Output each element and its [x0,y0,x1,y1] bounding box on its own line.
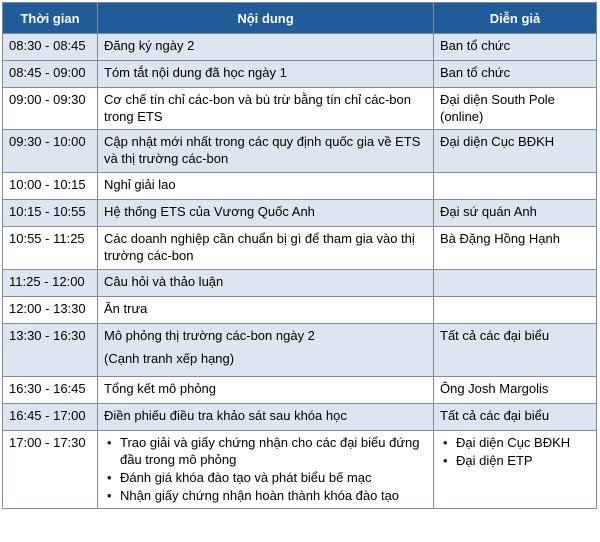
content-cell: Tóm tắt nội dung đã học ngày 1 [98,61,434,88]
time-cell: 10:55 - 11:25 [3,227,98,270]
table-row [3,404,597,431]
time-cell: 08:30 - 08:45 [3,34,98,61]
header-content: Nội dung [98,3,434,34]
table-row [3,324,597,377]
time-cell: 13:30 - 16:30 [3,324,98,377]
speaker-cell [434,270,597,297]
bullet-item: • Nhận giấy chứng nhận hoàn thành khóa đào tạo [120,487,427,504]
speaker-cell: Ông Josh Margolis [434,377,597,404]
table-row [3,34,597,61]
speaker-cell: Đại sứ quán Anh [434,200,597,227]
content-cell: Ăn trưa [98,297,434,324]
time-cell: 08:45 - 09:00 [3,61,98,88]
speaker-cell: Ban tổ chức [434,61,597,88]
time-cell: 12:00 - 13:30 [3,297,98,324]
time-cell: 10:15 - 10:55 [3,200,98,227]
content-cell: Đăng ký ngày 2 [98,34,434,61]
speaker-cell: Đại diện South Pole (online) [434,88,597,130]
header-time: Thời gian [3,3,98,34]
agenda-table [2,2,597,509]
bullet-item: • Đánh giá khóa đào tạo và phát biểu bế mạc [120,469,427,486]
content-cell: Cơ chế tín chỉ các-bon và bù trừ bằng tín chỉ các-bon trong ETS [98,88,434,130]
speaker-cell [434,173,597,200]
content-cell: Câu hỏi và thảo luận [98,270,434,297]
time-cell: 09:30 - 10:00 [3,130,98,173]
table-row [3,61,597,88]
bullet-item: • Trao giải và giấy chứng nhận cho các đại biểu đứng đầu trong mô phỏng [120,434,427,468]
speaker-cell: Tất cả các đại biểu [434,324,597,377]
content-cell [98,324,434,377]
speaker-cell: Đại diện Cục BĐKH [434,130,597,173]
time-cell: 16:45 - 17:00 [3,404,98,431]
time-cell: 09:00 - 09:30 [3,88,98,130]
bullet-item: • Đại diện ETP [456,452,590,469]
content-subtitle: (Cạnh tranh xếp hạng) [104,351,235,366]
time-cell: 17:00 - 17:30 [3,431,98,509]
table-row [3,173,597,200]
content-cell: Cập nhật mới nhất trong các quy định quốc gia về ETS và thị trường các-bon [98,130,434,173]
speaker-cell: Bà Đặng Hồng Hạnh [434,227,597,270]
table-row [3,88,597,130]
content-cell: Nghỉ giải lao [98,173,434,200]
table-header-row [3,3,597,34]
speaker-bullet-list [440,434,590,469]
bullet-item: • Đại diện Cục BĐKH [456,434,590,451]
table-row [3,431,597,509]
table-row [3,297,597,324]
content-cell [98,431,434,509]
table-row [3,227,597,270]
content-cell: Các doanh nghiệp cần chuẩn bị gì để tham gia vào thị trường các-bon [98,227,434,270]
table-row [3,130,597,173]
speaker-cell [434,297,597,324]
table-row [3,270,597,297]
speaker-cell: Ban tổ chức [434,34,597,61]
table-row [3,377,597,404]
content-bullet-list [104,434,427,504]
table-row [3,200,597,227]
content-cell: Hệ thống ETS của Vương Quốc Anh [98,200,434,227]
speaker-cell [434,431,597,509]
speaker-cell: Tất cả các đại biểu [434,404,597,431]
time-cell: 16:30 - 16:45 [3,377,98,404]
content-cell: Điền phiếu điều tra khảo sát sau khóa học [98,404,434,431]
time-cell: 10:00 - 10:15 [3,173,98,200]
content-cell: Tổng kết mô phỏng [98,377,434,404]
time-cell: 11:25 - 12:00 [3,270,98,297]
content-main: Mô phỏng thị trường các-bon ngày 2 [104,328,315,343]
header-speaker: Diễn giả [434,3,597,34]
